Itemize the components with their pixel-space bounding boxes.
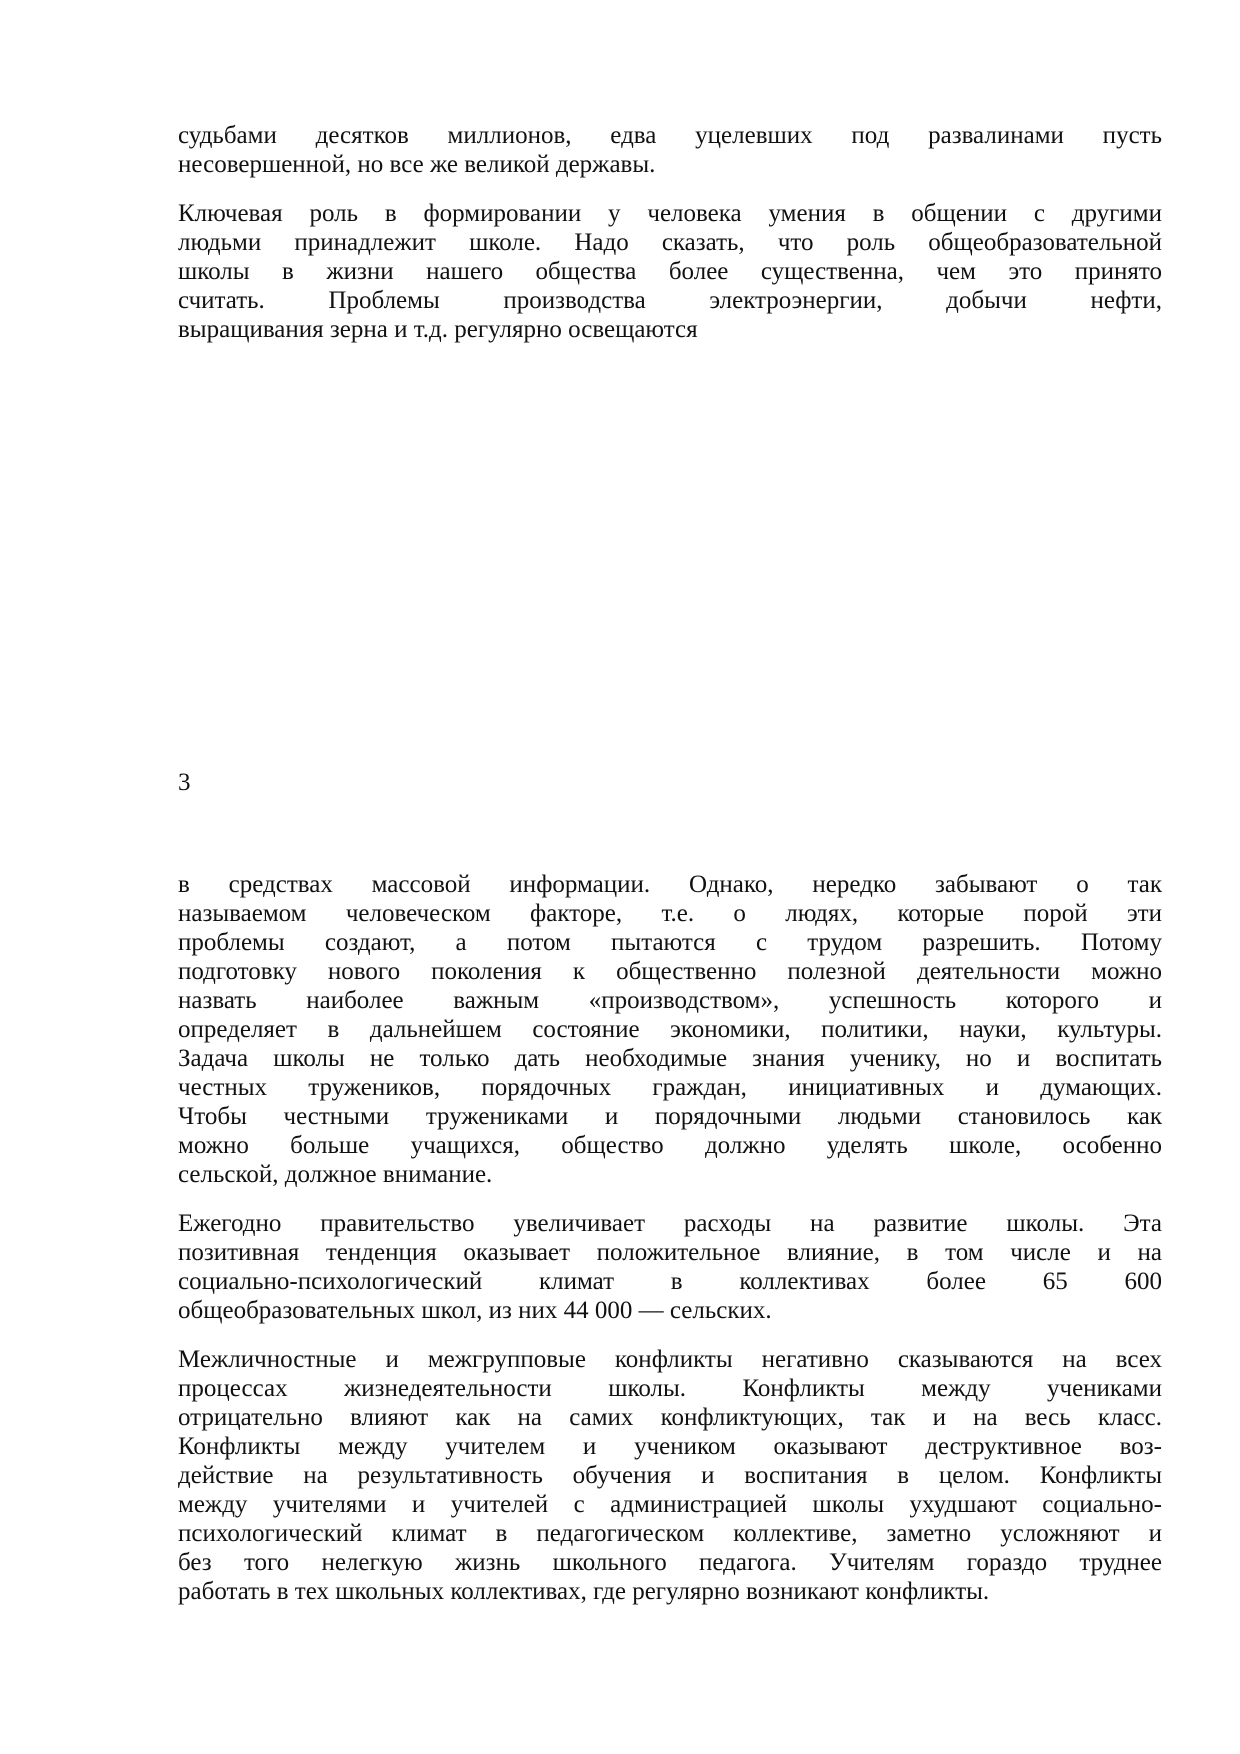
text-line: людьми принадлежит школе. Надо сказать, что роль общеобразовательной	[178, 229, 1162, 256]
top-text-block	[178, 121, 1162, 364]
paragraph	[178, 121, 1162, 179]
paragraph	[178, 870, 1162, 1189]
text-line: честных тружеников, порядочных граждан, инициативных и думающих.	[178, 1074, 1162, 1101]
text-line: можно больше учащихся, общество должно уделять школе, особенно	[178, 1132, 1162, 1159]
text-line: подготовку нового поколения к общественно полезной деятельности можно	[178, 958, 1162, 985]
text-line: Ключевая роль в формировании у человека умения в общении с другими	[178, 200, 1162, 227]
text-line: Задача школы не только дать необходимые знания ученику, но и воспитать	[178, 1045, 1162, 1072]
page-number: 3	[178, 769, 191, 796]
text-line: без того нелегкую жизнь школьного педагога. Учителям гораздо труднее	[178, 1549, 1162, 1576]
text-line: психологический климат в педагогическом коллективе, заметно усложняют и	[178, 1520, 1162, 1547]
text-line: Межличностные и межгрупповые конфликты негативно сказываются на всех	[178, 1346, 1162, 1373]
text-line: школы в жизни нашего общества более существенна, чем это принято	[178, 258, 1162, 285]
text-line: определяет в дальнейшем состояние экономики, политики, науки, культуры.	[178, 1016, 1162, 1043]
text-line: между учителями и учителей с администрацией школы ухудшают социально-	[178, 1491, 1162, 1518]
text-line: назвать наиболее важным «производством», успешность которого и	[178, 987, 1162, 1014]
text-line: позитивная тенденция оказывает положительное влияние, в том числе и на	[178, 1239, 1162, 1266]
text-line: выращивания зерна и т.д. регулярно освещаются	[178, 316, 698, 343]
text-line: социально-психологический климат в коллективах более 65 600	[178, 1268, 1162, 1295]
text-line: проблемы создают, а потом пытаются с трудом разрешить. Потому	[178, 929, 1162, 956]
text-line: Конфликты между учителем и учеником оказывают деструктивное воз-	[178, 1433, 1162, 1460]
text-line: судьбами десятков миллионов, едва уцелевших под развалинами пусть	[178, 122, 1162, 149]
bottom-text-block	[178, 870, 1162, 1626]
text-line: общеобразовательных школ, из них 44 000 — сельских.	[178, 1297, 772, 1324]
text-line: процессах жизнедеятельности школы. Конфликты между учениками	[178, 1375, 1162, 1402]
paragraph	[178, 1209, 1162, 1325]
text-line: в средствах массовой информации. Однако, нередко забывают о так	[178, 871, 1162, 898]
text-line: несовершенной, но все же великой державы.	[178, 151, 656, 178]
text-line: отрицательно влияют как на самих конфликтующих, так и на весь класс.	[178, 1404, 1162, 1431]
text-line: работать в тех школьных коллективах, где регулярно возникают конфликты.	[178, 1578, 990, 1605]
text-line: Ежегодно правительство увеличивает расходы на развитие школы. Эта	[178, 1210, 1162, 1237]
text-line: действие на результативность обучения и воспитания в целом. Конфликты	[178, 1462, 1162, 1489]
text-line: Чтобы честными тружениками и порядочными людьми становилось как	[178, 1103, 1162, 1130]
text-line: считать. Проблемы производства электроэнергии, добычи нефти,	[178, 287, 1162, 314]
text-line: называемом человеческом факторе, т.е. о людях, которые порой эти	[178, 900, 1162, 927]
text-line: сельской, должное внимание.	[178, 1161, 493, 1188]
paragraph	[178, 1345, 1162, 1606]
paragraph	[178, 199, 1162, 344]
